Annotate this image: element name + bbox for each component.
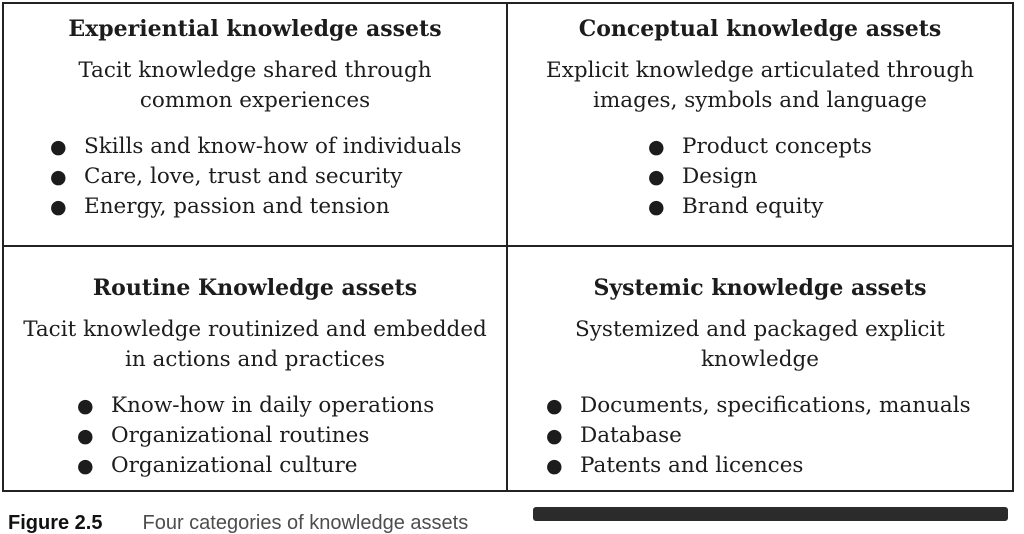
bullet-icon: ● [648, 136, 665, 158]
bullet-list [512, 132, 1008, 222]
list-item-text: Patents and licences [580, 453, 804, 478]
quadrant-conceptual [508, 4, 1012, 247]
quadrant-description [8, 315, 502, 375]
list-item [50, 132, 502, 162]
list-item-text: Organizational culture [111, 453, 358, 478]
list-item-text: Database [580, 423, 682, 448]
quadrant-title: Routine Knowledge assets [92, 275, 418, 301]
bullet-icon: ● [546, 425, 563, 447]
bullet-icon: ● [77, 395, 94, 417]
bullet-icon: ● [546, 455, 563, 477]
list-item-text: Care, love, trust and security [84, 164, 403, 189]
figure-caption [8, 512, 468, 534]
quadrant-description [512, 56, 1008, 116]
quadrant-routine [4, 247, 508, 490]
quadrant-description [8, 56, 502, 116]
bullet-icon: ● [77, 425, 94, 447]
quadrant-experiential [4, 4, 508, 247]
list-item [77, 451, 502, 481]
quadrant-description [512, 315, 1008, 375]
quadrant-systemic [508, 247, 1012, 490]
quadrant-title: Systemic knowledge assets [593, 275, 927, 301]
list-item [546, 421, 1008, 451]
list-item-text: Know-how in daily operations [111, 393, 435, 418]
bullet-icon: ● [50, 136, 67, 158]
list-item [50, 162, 502, 192]
description-line: Tacit knowledge shared through [78, 58, 432, 83]
list-item [77, 391, 502, 421]
list-item-text: Brand equity [682, 194, 824, 219]
list-item-text: Skills and know-how of individuals [84, 134, 462, 159]
quadrant-title: Conceptual knowledge assets [578, 16, 942, 42]
bullet-icon: ● [648, 166, 665, 188]
bullet-icon: ● [648, 196, 665, 218]
quadrant-title: Experiential knowledge assets [68, 16, 442, 42]
description-line: Systemized and packaged explicit [575, 317, 945, 342]
bullet-icon: ● [50, 166, 67, 188]
figure-caption-label: Figure 2.5 [8, 512, 103, 534]
description-line: Tacit knowledge routinized and embedded [23, 317, 487, 342]
figure-caption-text: Four categories of knowledge assets [142, 512, 469, 534]
bullet-list [8, 391, 502, 481]
knowledge-assets-matrix [2, 2, 1014, 492]
list-item-text: Documents, specifications, manuals [580, 393, 971, 418]
bullet-icon: ● [77, 455, 94, 477]
list-item [50, 192, 502, 222]
description-line: knowledge [700, 347, 820, 372]
bullet-list [8, 132, 502, 222]
list-item [648, 132, 1008, 162]
description-line: Explicit knowledge articulated through [546, 58, 974, 83]
redaction-bar [533, 507, 1008, 521]
list-item-text: Product concepts [682, 134, 872, 159]
description-line: images, symbols and language [592, 88, 927, 113]
list-item [648, 162, 1008, 192]
list-item [546, 451, 1008, 481]
bullet-list [512, 391, 1008, 481]
bullet-icon: ● [50, 196, 67, 218]
description-line: common experiences [139, 88, 371, 113]
list-item-text: Design [682, 164, 758, 189]
bullet-icon: ● [546, 395, 563, 417]
list-item-text: Organizational routines [111, 423, 370, 448]
list-item [77, 421, 502, 451]
list-item [546, 391, 1008, 421]
description-line: in actions and practices [124, 347, 386, 372]
list-item-text: Energy, passion and tension [84, 194, 390, 219]
list-item [648, 192, 1008, 222]
